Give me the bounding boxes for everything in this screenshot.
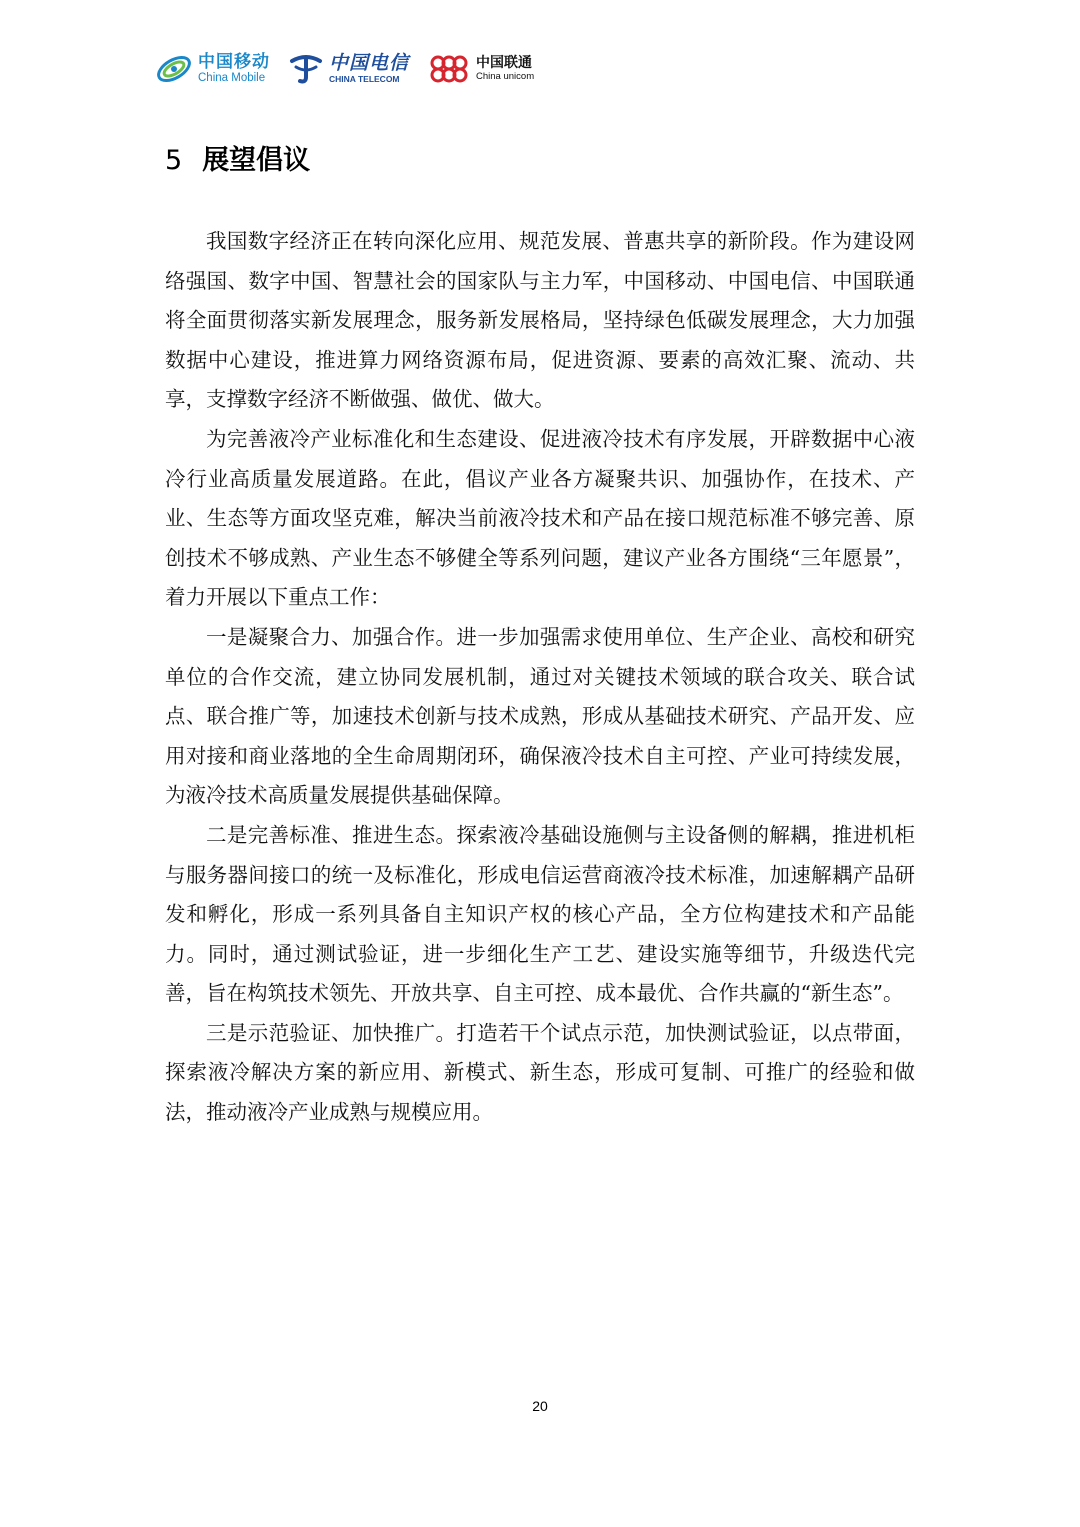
china-unicom-logo	[427, 52, 534, 86]
section-title: 展望倡议	[202, 145, 311, 176]
china-mobile-name-zh: 中国移动	[198, 51, 270, 72]
paragraph-initiative: 为完善液冷产业标准化和生态建设、促进液冷技术有序发展，开辟数据中心液冷行业高质量发展道路。在此，倡议产业各方凝聚共识、加强协作，在技术、产业、生态等方面攻坚克难，解决当前液冷技术和产品在接口规范标准不够完善、原创技术不够成熟、产业生态不够健全等系列问题，建议产业各方围绕“三年愿景”，着力开展以下重点工作：	[165, 426, 915, 610]
paragraph-cooperation: 一是凝聚合力、加强合作。进一步加强需求使用单位、生产企业、高校和研究单位的合作交流，建立协同发展机制，通过对关键技术领域的联合攻关、联合试点、联合推广等，加速技术创新与技术成熟，形成从基础技术研究、产品开发、应用对接和商业落地的全生命周期闭环，确保液冷技术自主可控、产业可持续发展，为液冷技术高质量发展提供基础保障。	[165, 624, 915, 808]
china-unicom-name-en: China unicom	[476, 71, 535, 83]
china-mobile-logo	[155, 50, 270, 88]
china-mobile-emblem-icon	[155, 50, 193, 88]
paragraph-standards: 二是完善标准、推进生态。探索液冷基础设施侧与主设备侧的解耦，推进机柜与服务器间接口的统一及标准化，形成电信运营商液冷技术标准，加速解耦产品研发和孵化，形成一系列具备自主知识产权的核心产品，全方位构建技术和产品能力。同时，通过测试验证，进一步细化生产工艺、建设实施等细节，升级迭代完善，旨在构筑技术领先、开放共享、自主可控、成本最优、合作共赢的“新生态”。	[165, 822, 915, 1006]
china-telecom-name-en: CHINA TELECOM	[329, 74, 400, 85]
china-telecom-emblem-icon	[288, 51, 324, 87]
china-unicom-name-zh: 中国联通	[476, 55, 533, 72]
paragraph-demonstration: 三是示范验证、加快推广。打造若干个试点示范，加快测试验证，以点带面，探索液冷解决方案的新应用、新模式、新生态，形成可复制、可推广的经验和做法，推动液冷产业成熟与规模应用。	[165, 1020, 915, 1125]
china-mobile-name-en: China Mobile	[198, 71, 266, 84]
china-unicom-knot-icon	[427, 52, 471, 86]
page-number: 20	[532, 1398, 548, 1414]
section-heading	[165, 138, 310, 177]
paragraph-intro: 我国数字经济正在转向深化应用、规范发展、普惠共享的新阶段。作为建设网络强国、数字中国、智慧社会的国家队与主力军，中国移动、中国电信、中国联通将全面贯彻落实新发展理念，服务新发展格局，坚持绿色低碳发展理念，大力加强数据中心建设，推进算力网络资源布局，促进资源、要素的高效汇聚、流动、共享，支撑数字经济不断做强、做优、做大。	[165, 229, 915, 412]
china-telecom-name-zh: 中国电信	[329, 52, 410, 75]
china-telecom-logo	[288, 51, 409, 87]
body-content	[165, 222, 915, 1133]
section-number: 5	[165, 145, 183, 176]
header-logos	[155, 46, 552, 92]
